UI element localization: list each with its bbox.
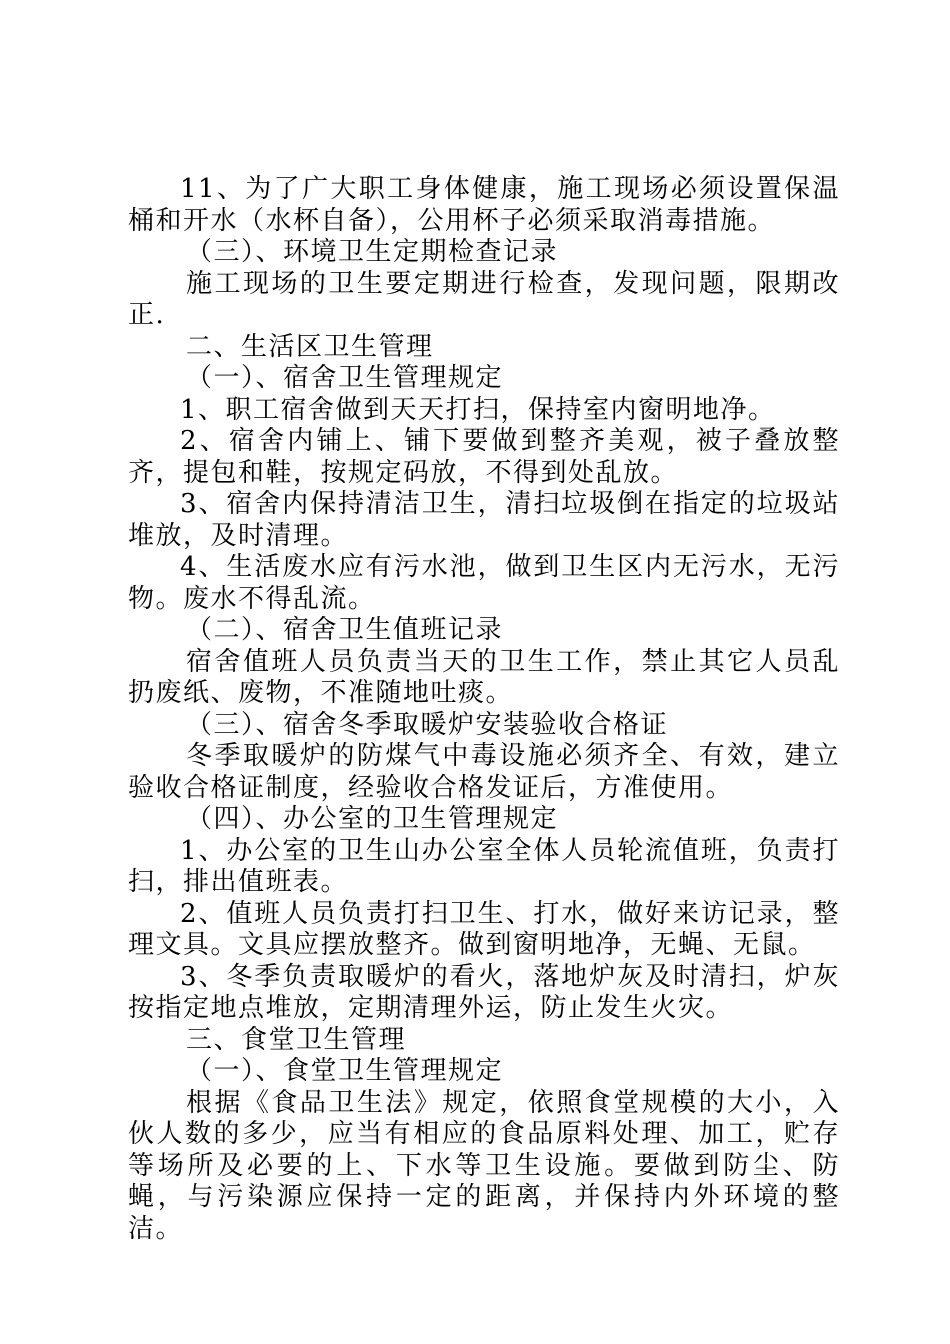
paragraph-inspection: 施工现场的卫生要定期进行检查，发现问题，限期改正. [128,268,840,330]
paragraph-office-item-2: 2、值班人员负责打扫卫生、打水，做好来访记录，整理文具。文具应摆放整齐。做到窗明地净，无蝇、无鼠。 [128,898,840,960]
paragraph-office-item-1: 1、办公室的卫生山办公室全体人员轮流值班，负责打扫，排出值班表。 [128,835,840,897]
paragraph-dorm-item-1: 1、职工宿舍做到天天打扫，保持室内窗明地净。 [180,394,776,425]
paragraph-office-item-3: 3、冬季负责取暖炉的看火，落地炉灰及时清扫，炉灰按指定地点堆放，定期清理外运，防止发生火灾。 [128,961,840,1023]
paragraph-item-11: 11、为了广大职工身体健康，施工现场必须设置保温桶和开水（水杯自备），公用杯子必须采取消毒措施。 [128,174,840,236]
section-heading-inspection-record: （三）、环境卫生定期检查记录 [186,237,559,267]
section-heading-heater-certificate: （三）、宿舍冬季取暖炉安装验收合格证 [186,709,669,740]
chapter-heading-canteen: 三、食堂卫生管理 [186,1024,407,1055]
section-heading-canteen-rules: （一）、食堂卫生管理规定 [186,1056,504,1086]
paragraph-canteen-rules: 根据《食品卫生法》规定，依照食堂规模的大小，入伙人数的多少，应当有相应的食品原料处理、加工，贮存等场所及必要的上、下水等卫生设施。要做到防尘、防蝇，与污染源应保持一定的距离，并保持内外环境的整洁。 [128,1087,840,1244]
paragraph-dorm-item-3: 3、宿舍内保持清洁卫生，清扫垃圾倒在指定的垃圾站堆放，及时清理。 [128,489,840,551]
section-heading-office-rules: （四）、办公室的卫生管理规定 [186,804,559,834]
document-page [128,174,840,1245]
paragraph-dorm-duty: 宿舍值班人员负责当天的卫生工作，禁止其它人员乱扔废纸、废物，不准随地吐痰。 [128,646,840,708]
paragraph-dorm-item-4: 4、生活废水应有污水池，做到卫生区内无污水，无污物。废水不得乱流。 [128,552,840,614]
section-heading-dormitory-rules: （一）、宿舍卫生管理规定 [186,363,504,393]
section-heading-dorm-duty: （二）、宿舍卫生值班记录 [186,615,504,645]
paragraph-heater-certificate: 冬季取暖炉的防煤气中毒设施必须齐全、有效，建立验收合格证制度，经验收合格发证后，方准使用。 [128,741,840,803]
paragraph-dorm-item-2: 2、宿舍内铺上、铺下要做到整齐美观，被子叠放整齐，提包和鞋，按规定码放，不得到处乱放。 [128,426,840,488]
chapter-heading-living-area: 二、生活区卫生管理 [186,331,434,362]
